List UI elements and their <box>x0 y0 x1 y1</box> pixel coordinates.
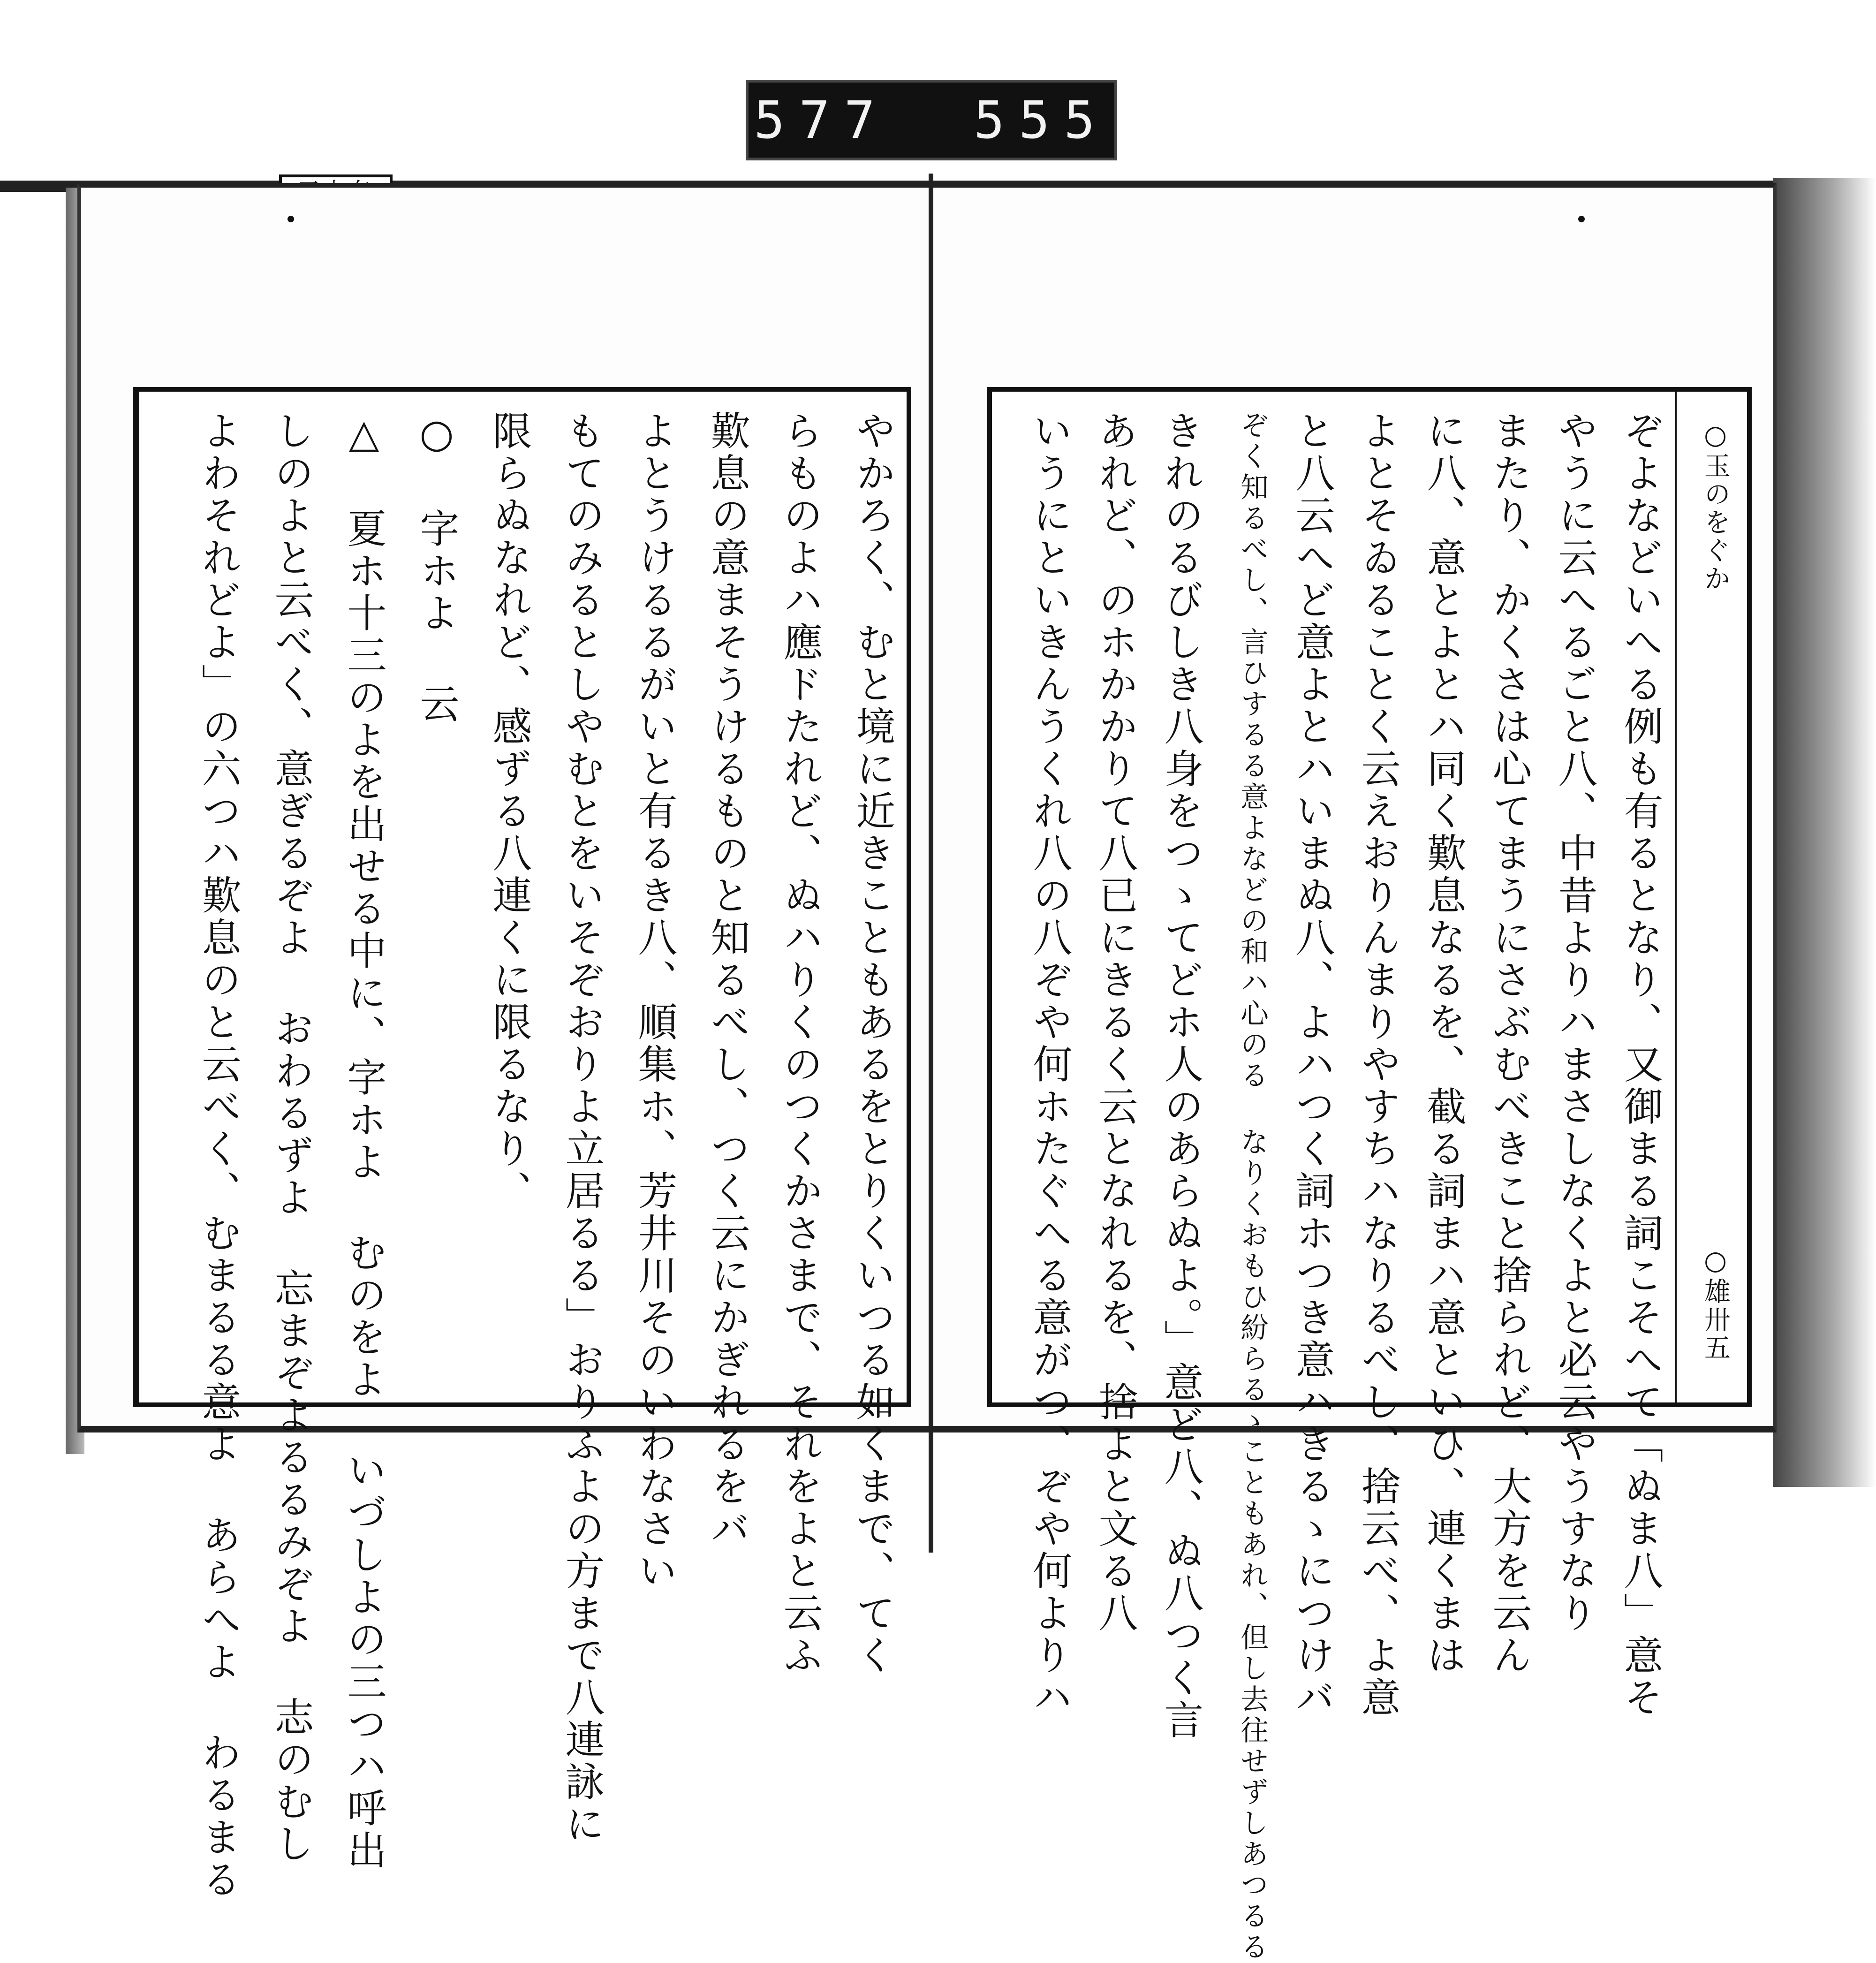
right-column-5: よとそゐることく云えおりんまりやすちハなりるべし、捨云べ、よ意 <box>1355 410 1401 1719</box>
book-gutter <box>929 174 933 1553</box>
left-inner-rule <box>137 392 139 1402</box>
speck <box>1578 216 1585 222</box>
margin-note-bottom: ○雄卅五 <box>1700 1245 1731 1362</box>
left-column-7: ○ 字ホよ 云 <box>414 410 460 726</box>
right-column-2: やうに云へるごと八、中昔よりハまさしなくよと必云やうすなり <box>1552 410 1598 1635</box>
speck <box>287 216 294 222</box>
right-column-6: と八云へど意よとハいまぬ八、よハつく詞ホつき意ハきるゝにつけバ <box>1289 410 1335 1719</box>
left-column-4: よとうけるるがいと有るき八、順集ホ、芳井川そのいわなさい <box>632 410 678 1592</box>
frame-number-left: 577 <box>754 90 889 150</box>
left-column-3: 歎息の意まそうけるものと知るべし、つく云にかぎれるをバ <box>704 410 750 1550</box>
right-column-1: ぞよなどいへる例も有るとなり、又御まる詞こそへて「ぬま八」意そ <box>1618 410 1664 1719</box>
margin-note-top: ○玉のをぐか <box>1700 420 1731 593</box>
left-column-10: よわそれどよ」の六つハ歎息のと云べく、むまるる意よ あらへよ わるまる <box>196 410 242 1901</box>
left-column-6: 限らぬなれど、感ずる八連くに限るなり、 <box>486 410 532 1213</box>
left-column-2: らものよハ應ドたれど、ぬハりくのつくかさまで、それをよと云ふ <box>777 410 823 1677</box>
frame-number-right: 555 <box>974 90 1109 150</box>
left-column-1: やかろく、むと境に近きこともあるをとりくいつる如くまで、てく <box>850 410 896 1677</box>
left-column-8: △ 夏ホ十三のよを出せる中に、字ホよ むのをよ いづしよの三つハ呼出 <box>341 410 387 1872</box>
right-column-4: に八、意とよとハ同く歎息なるを、截る詞まハ意といひ、連くまは <box>1421 410 1467 1677</box>
film-frame-label <box>746 80 1117 160</box>
left-column-5: もてのみるとしやむとをいそぞおりよ立居るる」おりふよの方まで八連詠に <box>559 410 605 1846</box>
right-page-edge-shadow <box>1773 178 1876 1487</box>
right-column-8: きれのるびしき八身をつゝてどホ人のあらぬよ。」意ど八、ぬ八つく言 <box>1158 410 1204 1742</box>
right-column-7: ぞく知るべし、言ひするる意よなどの和ハ心のる なりくおもひ紛らるゝこともあれ、但し去往せずしあつるる <box>1236 410 1269 1963</box>
left-page <box>77 183 935 1901</box>
right-page <box>933 183 1777 1963</box>
left-column-9: しのよと云べく、意ぎるぞよ おわるずよ 忘まぞよるるみぞよ 志のむし <box>268 410 314 1865</box>
right-text-block <box>987 387 1752 1963</box>
right-column-9: あれど、のホかかりて八已にきるく云となれるを、捨よと文る八 <box>1092 410 1138 1635</box>
left-text-block <box>133 387 911 1901</box>
right-column-10: いうにといきんうくれ八の八ぞや何ホたぐへる意がつ、ぞや何よりハ <box>1027 410 1073 1719</box>
right-column-3: またり、かくさは心てまうにさぶむべきこと捨られど、大方を云ん <box>1486 410 1532 1677</box>
right-inner-rule <box>1675 392 1677 1402</box>
